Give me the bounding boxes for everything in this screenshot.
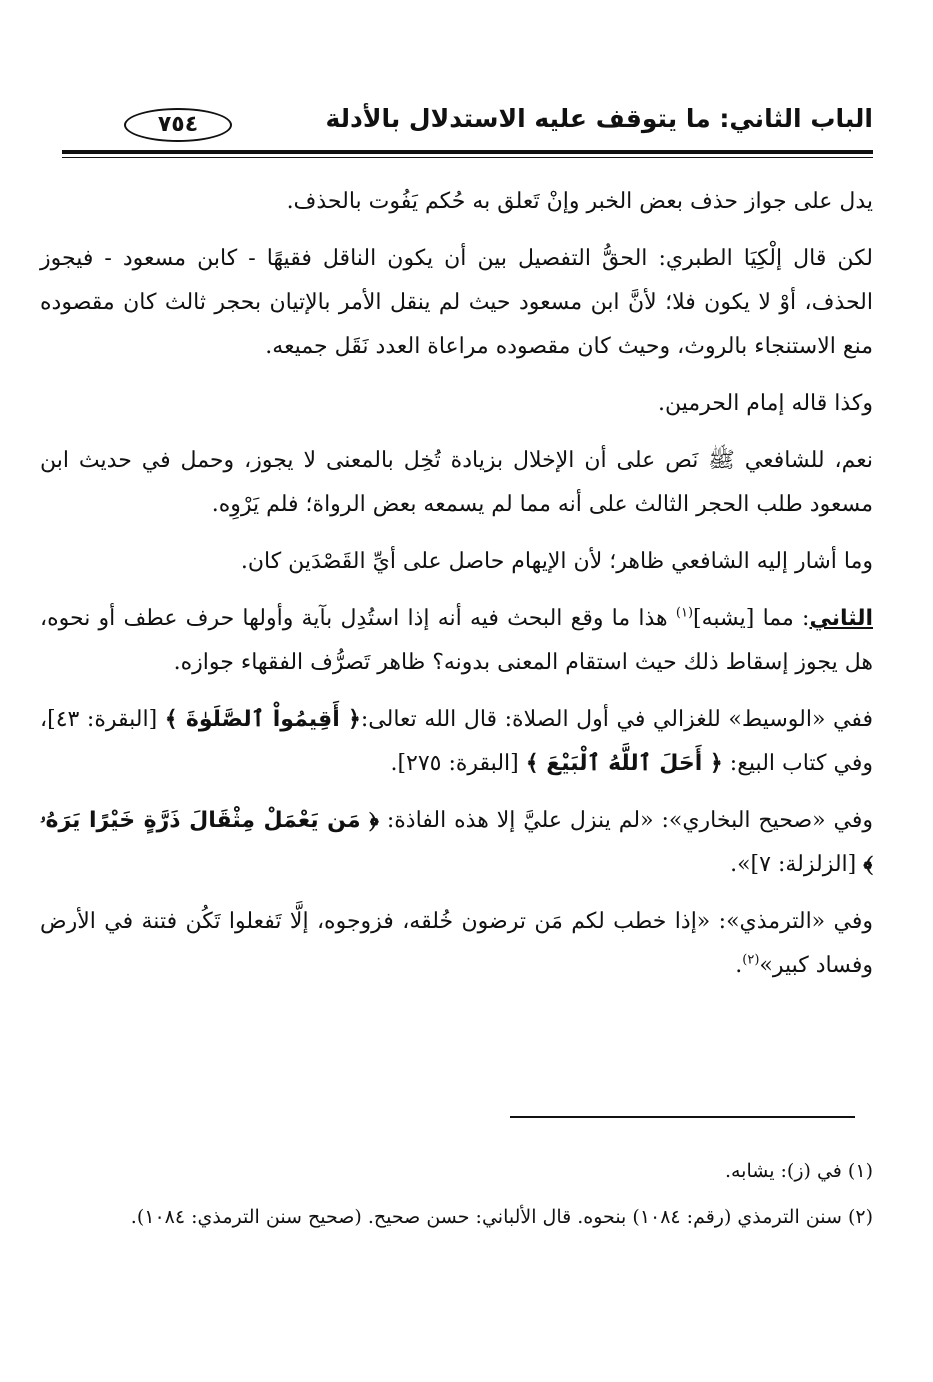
paragraph-8	[40, 799, 873, 887]
footnote-ref-2[interactable]: (٢)	[742, 952, 760, 968]
paragraph-9	[40, 900, 873, 988]
paragraph-9-text-b: .	[735, 953, 743, 978]
footnotes	[40, 1150, 873, 1242]
header-rule-thick	[62, 150, 873, 154]
paragraph-7	[40, 698, 873, 786]
paragraph-6	[40, 597, 873, 685]
footnote-separator	[510, 1116, 855, 1118]
paragraph-2: لكن قال إلْكِيَا الطبري: الحقُّ التفصيل بين أن يكون الناقل فقيهًا - كابن مسعود - فيجوز الحذف، أوْ لا يكون فلا؛ لأنَّ ابن مسعود حيث لم ينقل الأمر بالإتيان بحجر ثالث كان مقصوده منع الاستنجاء بالروث، وحيث كان مقصوده مراعاة العدد نَقَل جميعه.	[40, 246, 873, 359]
paragraph-6-text-a: : مما [يشبه]	[693, 606, 810, 631]
running-title: الباب الثاني: ما يتوقف عليه الاستدلال بالأدلة	[325, 104, 873, 133]
paragraph-9-text-a: وفي «الترمذي»: «إذا خطب لكم مَن ترضون خُلقه، فزوجوه، إلَّا تَفعلوا تَكُن فتنة في الأرض وفساد كبير»	[40, 909, 874, 978]
paragraph-8-text-a: وفي «صحيح البخاري»: «لم ينزل عليَّ إلا هذه الفاذة:	[378, 808, 873, 833]
paragraph-8-text-b: [الزلزلة: ٧]».	[730, 852, 864, 877]
quran-quote-2: ﴿ أَحَلَ ٱللَّهُ ٱلْبَيْعَ ﴾	[525, 751, 723, 776]
paragraph-5: وما أشار إليه الشافعي ظاهر؛ لأن الإيهام حاصل على أيِّ القَصْدَين كان.	[240, 549, 873, 574]
header-rule-thin	[62, 157, 873, 158]
paragraph-7-text-c: [البقرة: ٢٧٥].	[390, 751, 526, 776]
section-lead-word: الثاني	[809, 606, 873, 631]
paragraph-7-text-b: [البقرة: ٤٣]، وفي كتاب البيع:	[40, 707, 873, 776]
paragraph-7-text-a: ففي «الوسيط» للغزالي في أول الصلاة: قال الله تعالى:	[360, 707, 874, 732]
main-text	[40, 180, 873, 1001]
paragraph-4: نعم، للشافعي ﷺ نَص على أن الإخلال بزيادة تُخِل بالمعنى لا يجوز، وحمل في حديث ابن مسعود طلب الحجر الثالث على أنه مما لم يسمعه بعض الرواة؛ فلم يَرْوِه.	[40, 448, 873, 517]
footnote-2: (٢) سنن الترمذي (رقم: ١٠٨٤) بنحوه. قال الألباني: حسن صحيح. (صحيح سنن الترمذي: ١٠٨٤).	[130, 1206, 873, 1228]
paragraph-3: وكذا قاله إمام الحرمين.	[658, 391, 873, 416]
footnote-ref-1[interactable]: (١)	[675, 605, 694, 621]
paragraph-6-text-b: هذا ما وقع البحث فيه أنه إذا استُدِل بآية وأولها حرف عطف أو نحوه، هل يجوز إسقاط ذلك حيث استقام المعنى بدونه؟ ظاهر تَصرُّف الفقهاء جوازه.	[40, 606, 873, 675]
page-number-badge: ٧٥٤	[124, 108, 232, 142]
quran-quote-1: ﴿ أَقِيمُواْ ٱلصَّلَوٰةَ ﴾	[164, 707, 361, 732]
quran-quote-3: ﴿ مَن يَعْمَلْ مِثْقَالَ ذَرَّةٍ خَيْرًا يَرَهُۥ ﴾	[40, 808, 873, 877]
footnote-1: (١) في (ز): يشابه.	[724, 1160, 873, 1182]
paragraph-1: يدل على جواز حذف بعض الخبر وإنْ تَعلق به حُكم يَفُوت بالحذف.	[286, 189, 873, 214]
